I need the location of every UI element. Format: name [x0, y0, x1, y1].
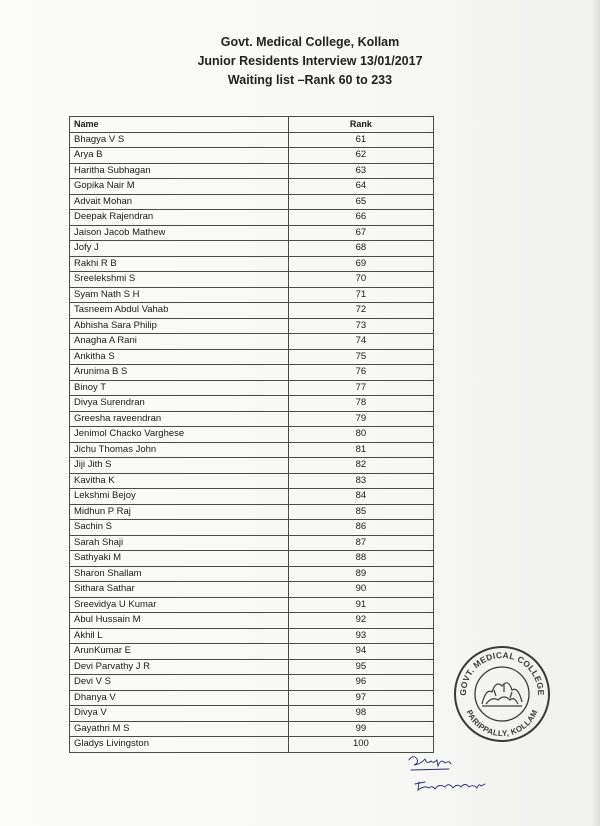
candidate-name: Jaison Jacob Mathew [70, 225, 289, 241]
page-edge-shadow [592, 0, 600, 826]
candidate-name: Sathyaki M [70, 551, 289, 567]
interview-title: Junior Residents Interview 13/01/2017 [197, 54, 423, 68]
candidate-name: Devi V S [70, 675, 289, 691]
candidate-name: Kavitha K [70, 473, 289, 489]
table-row [70, 194, 434, 210]
candidate-rank: 75 [288, 349, 433, 365]
table-row [70, 582, 434, 598]
column-header-name: Name [70, 117, 289, 133]
candidate-name: Sachin S [70, 520, 289, 536]
principal-signature [405, 752, 495, 797]
candidate-rank: 71 [288, 287, 433, 303]
table-row [70, 566, 434, 582]
table-row [70, 272, 434, 288]
candidate-name: Midhun P Raj [70, 504, 289, 520]
document-header [0, 33, 600, 90]
seal-top-text: GOVT. MEDICAL COLLEGE [457, 649, 547, 696]
candidate-name: Rakhi R B [70, 256, 289, 272]
candidate-name: Greesha raveendran [70, 411, 289, 427]
candidate-name: Bhagya V S [70, 132, 289, 148]
candidate-name: Tasneem Abdul Vahab [70, 303, 289, 319]
table-row [70, 442, 434, 458]
table-row [70, 287, 434, 303]
candidate-rank: 83 [288, 473, 433, 489]
college-seal [452, 644, 552, 744]
candidate-rank: 64 [288, 179, 433, 195]
candidate-name: Jiji Jith S [70, 458, 289, 474]
table-row [70, 504, 434, 520]
candidate-rank: 73 [288, 318, 433, 334]
candidate-name: Divya V [70, 706, 289, 722]
waiting-list-title: Waiting list –Rank 60 to 233 [227, 73, 393, 87]
candidate-name: Jichu Thomas John [70, 442, 289, 458]
candidate-rank: 63 [288, 163, 433, 179]
candidate-name: Divya Surendran [70, 396, 289, 412]
candidate-rank: 94 [288, 644, 433, 660]
candidate-rank: 67 [288, 225, 433, 241]
table-row [70, 628, 434, 644]
waiting-list-table [69, 116, 434, 753]
table-header-row [70, 117, 434, 133]
table-row [70, 458, 434, 474]
candidate-rank: 78 [288, 396, 433, 412]
candidate-name: Deepak Rajendran [70, 210, 289, 226]
table-row [70, 737, 434, 753]
candidate-rank: 66 [288, 210, 433, 226]
table-row [70, 427, 434, 443]
candidate-rank: 86 [288, 520, 433, 536]
table-row [70, 551, 434, 567]
table-row [70, 365, 434, 381]
table-row [70, 597, 434, 613]
college-title: Govt. Medical College, Kollam [220, 35, 400, 49]
candidate-name: Sarah Shaji [70, 535, 289, 551]
candidate-rank: 69 [288, 256, 433, 272]
candidate-rank: 93 [288, 628, 433, 644]
candidate-name: Gopika Nair M [70, 179, 289, 195]
candidate-rank: 81 [288, 442, 433, 458]
candidate-name: Ankitha S [70, 349, 289, 365]
table-row [70, 225, 434, 241]
svg-text:GOVT. MEDICAL COLLEGE [458, 650, 546, 696]
table-row [70, 659, 434, 675]
candidate-name: Akhil L [70, 628, 289, 644]
candidate-rank: 85 [288, 504, 433, 520]
table-row [70, 163, 434, 179]
candidate-rank: 68 [288, 241, 433, 257]
table-row [70, 179, 434, 195]
candidate-name: Arunima B S [70, 365, 289, 381]
table-row [70, 411, 434, 427]
candidate-rank: 92 [288, 613, 433, 629]
candidate-name: Gayathri M S [70, 721, 289, 737]
candidate-rank: 95 [288, 659, 433, 675]
table-row [70, 349, 434, 365]
candidate-name: Jenimol Chacko Varghese [70, 427, 289, 443]
table-row [70, 613, 434, 629]
candidate-rank: 89 [288, 566, 433, 582]
table-row [70, 148, 434, 164]
candidate-name: Devi Parvathy J R [70, 659, 289, 675]
candidate-name: Arya B [70, 148, 289, 164]
table-row [70, 256, 434, 272]
table-row [70, 334, 434, 350]
candidate-rank: 87 [288, 535, 433, 551]
candidate-rank: 77 [288, 380, 433, 396]
candidate-rank: 97 [288, 690, 433, 706]
seal-emblem-icon [482, 683, 522, 706]
table-row [70, 380, 434, 396]
table-row [70, 132, 434, 148]
candidate-rank: 70 [288, 272, 433, 288]
table-row [70, 489, 434, 505]
table-row [70, 690, 434, 706]
candidate-rank: 91 [288, 597, 433, 613]
table-row [70, 473, 434, 489]
candidate-name: Abul Hussain M [70, 613, 289, 629]
candidate-rank: 96 [288, 675, 433, 691]
candidate-name: Gladys Livingston [70, 737, 289, 753]
column-header-rank: Rank [288, 117, 433, 133]
candidate-rank: 80 [288, 427, 433, 443]
candidate-name: Abhisha Sara Philip [70, 318, 289, 334]
candidate-rank: 88 [288, 551, 433, 567]
table-row [70, 318, 434, 334]
table-row [70, 721, 434, 737]
candidate-name: Binoy T [70, 380, 289, 396]
candidate-name: Sharon Shallam [70, 566, 289, 582]
candidate-name: Sithara Sathar [70, 582, 289, 598]
candidate-name: Anagha A Rani [70, 334, 289, 350]
candidate-name: Jofy J [70, 241, 289, 257]
candidate-rank: 72 [288, 303, 433, 319]
table-row [70, 210, 434, 226]
candidate-rank: 100 [288, 737, 433, 753]
table-row [70, 535, 434, 551]
candidate-name: Dhanya V [70, 690, 289, 706]
candidate-name: Sreevidya U Kumar [70, 597, 289, 613]
candidate-rank: 99 [288, 721, 433, 737]
candidate-rank: 84 [288, 489, 433, 505]
candidate-name: Syam Nath S H [70, 287, 289, 303]
candidate-rank: 79 [288, 411, 433, 427]
candidate-rank: 62 [288, 148, 433, 164]
table-row [70, 303, 434, 319]
candidate-rank: 74 [288, 334, 433, 350]
candidate-name: Haritha Subhagan [70, 163, 289, 179]
table-row [70, 241, 434, 257]
seal-bottom-text: PARIPPALLY, KOLLAM [464, 708, 540, 739]
candidate-rank: 61 [288, 132, 433, 148]
candidate-rank: 76 [288, 365, 433, 381]
candidate-rank: 98 [288, 706, 433, 722]
candidate-name: Sreelekshmi S [70, 272, 289, 288]
candidate-rank: 82 [288, 458, 433, 474]
candidate-name: Lekshmi Bejoy [70, 489, 289, 505]
table-row [70, 644, 434, 660]
table-row [70, 396, 434, 412]
candidate-name: Advait Mohan [70, 194, 289, 210]
candidate-rank: 90 [288, 582, 433, 598]
table-row [70, 520, 434, 536]
candidate-name: ArunKumar E [70, 644, 289, 660]
candidate-rank: 65 [288, 194, 433, 210]
table-row [70, 675, 434, 691]
table-row [70, 706, 434, 722]
